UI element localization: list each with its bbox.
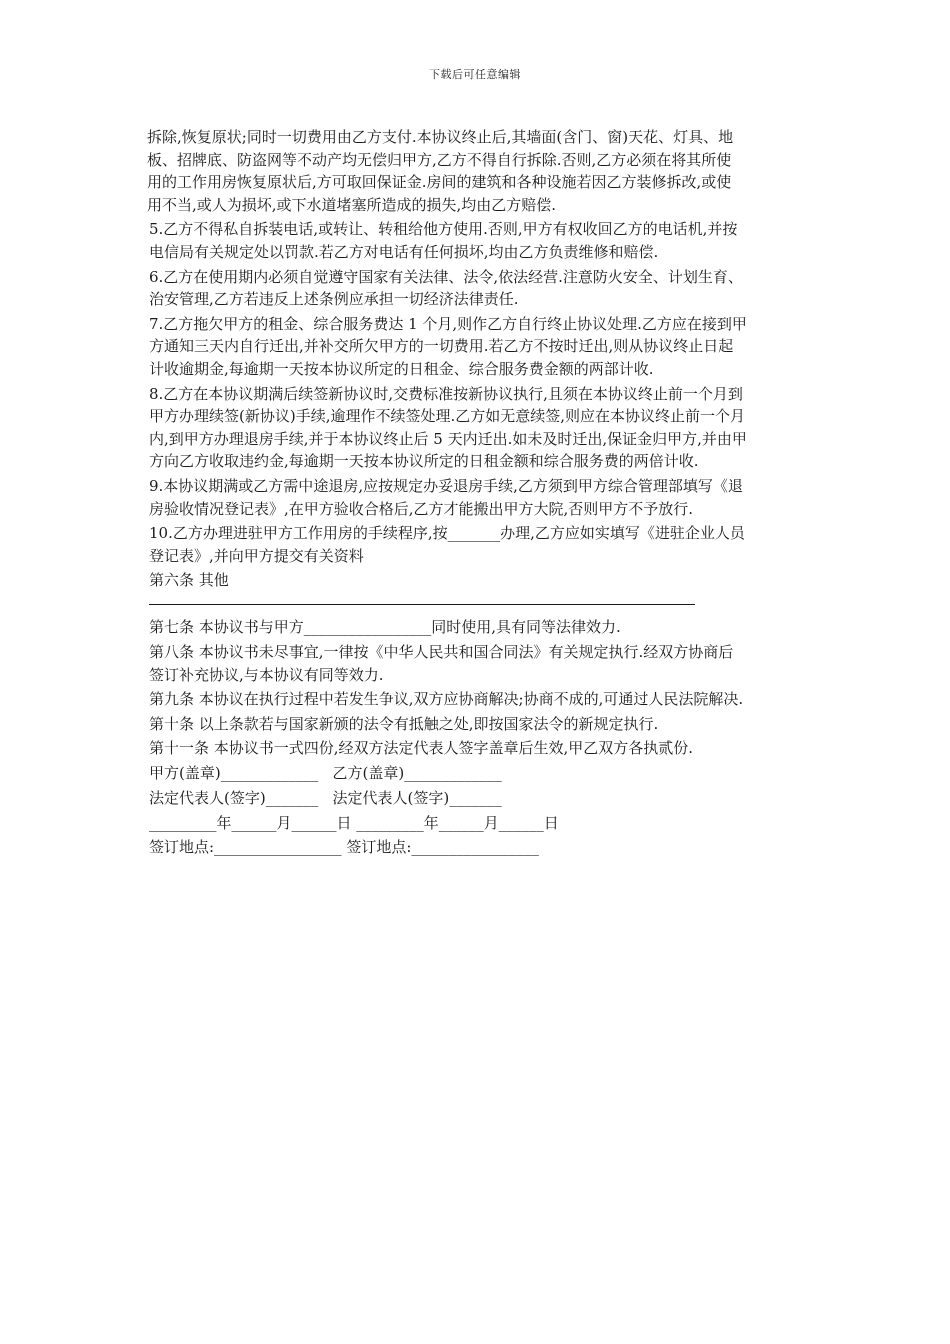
clause-8: [147, 383, 809, 473]
seal-row: 甲方(盖章)_____________ 乙方(盖章)_____________: [149, 764, 502, 783]
clause-6: [147, 266, 809, 311]
text-line: 板、招牌底、防盗网等不动产均无偿归甲方,乙方不得自行拆除.否则,乙方必须在将其所使: [147, 150, 732, 169]
text-line: 房验收情况登记表》,在甲方验收合格后,乙方才能搬出甲方大院,否则甲方不予放行.: [149, 499, 694, 518]
fill-in-blank-line: [149, 592, 809, 615]
text-line: 第八条 本协议书未尽事宜,一律按《中华人民共和国合同法》有关规定执行.经双方协商后: [149, 643, 734, 662]
clause-10: [147, 522, 809, 567]
clause-5: [147, 218, 809, 263]
text-line: 第七条 本协议书与甲方_________________同时使用,具有同等法律效力.: [149, 618, 621, 637]
text-line: 方向乙方收取违约金,每逾期一天按本协议所定的日租金额和综合服务费的两倍计收.: [149, 452, 699, 471]
signature-block: [147, 762, 809, 859]
text-line: 计收逾期金,每逾期一天按本协议所定的日租金、综合服务费金额的两部计收.: [149, 359, 654, 378]
text-line: 9.本协议期满或乙方需中途退房,应按规定办妥退房手续,乙方须到甲方综合管理部填写《退: [149, 476, 743, 495]
clause-9: [147, 475, 809, 520]
text-line: 方通知三天内自行迁出,并补交所欠甲方的一切费用.若乙方不按时迁出,则从协议终止日起: [149, 337, 734, 356]
article-7: [147, 616, 809, 639]
text-line: 用不当,或人为损坏,或下水道堵塞所造成的损失,均由乙方赔偿.: [147, 195, 557, 214]
clause-4-continuation: [147, 126, 809, 216]
text-line: 登记表》,并向甲方提交有关资料: [149, 546, 364, 565]
text-line: 第九条 本协议在执行过程中若发生争议,双方应协商解决;协商不成的,可通过人民法院解决.: [149, 690, 744, 709]
article-heading: 第六条 其他: [149, 571, 229, 590]
text-line: 甲方办理续签(新协议)手续,逾理作不续签处理.乙方如无意续签,则应在本协议终止前一个月: [149, 407, 746, 426]
article-6: [147, 569, 809, 614]
text-line: 签订补充协议,与本协议有同等效力.: [149, 665, 384, 684]
text-line: 第十一条 本协议书一式四份,经双方法定代表人签字盖章后生效,甲乙双方各执贰份.: [149, 739, 694, 758]
text-line: 7.乙方拖欠甲方的租金、综合服务费达 1 个月,则作乙方自行终止协议处理.乙方应在接到甲: [149, 314, 747, 333]
text-line: 治安管理,乙方若违反上述条例应承担一切经济法律责任.: [149, 290, 519, 309]
text-line: 5.乙方不得私自拆装电话,或转让、转租给他方使用.否则,甲方有权收回乙方的电话机,并按: [149, 220, 738, 239]
text-line: 拆除,恢复原状;同时一切费用由乙方支付.本协议终止后,其墙面(含门、窗)天花、灯具、地: [147, 128, 734, 146]
date-row: _________年______月______日 _________年______月______日: [149, 813, 559, 832]
article-11: [147, 737, 809, 760]
article-8: [147, 641, 809, 686]
contract-body: [147, 126, 809, 861]
page-header: 下载后可任意编辑: [429, 68, 521, 81]
text-line: 第十条 以上条款若与国家新颁的法令有抵触之处,即按国家法令的新规定执行.: [149, 714, 659, 733]
signing-place-row: 签订地点:_________________ 签订地点:_________________: [149, 838, 539, 857]
article-9: [147, 688, 809, 711]
text-line: 8.乙方在本协议期满后续签新协议时,交费标准按新协议执行,且须在本协议终止前一个月到: [149, 384, 743, 403]
text-line: 电信局有关规定处以罚款.若乙方对电话有任何损坏,均由乙方负责维修和赔偿.: [149, 242, 659, 261]
text-line: 6.乙方在使用期内必须自觉遵守国家有关法律、法令,依法经营.注意防火安全、计划生育、: [149, 267, 743, 286]
article-10: [147, 713, 809, 736]
clause-7: [147, 313, 809, 381]
text-line: 内,到甲方办理退房手续,并于本协议终止后 5 天内迁出.如未及时迁出,保证金归甲方,并由甲: [149, 429, 747, 448]
text-line: 用的工作用房恢复原状后,方可取回保证金.房间的建筑和各种设施若因乙方装修拆改,或使: [147, 173, 732, 192]
text-line: 10.乙方办理进驻甲方工作用房的手续程序,按_______办理,乙方应如实填写《进驻企业人员: [149, 524, 745, 543]
underline-rule: [149, 604, 695, 605]
representative-row: 法定代表人(签字)_______ 法定代表人(签字)_______: [149, 788, 502, 807]
